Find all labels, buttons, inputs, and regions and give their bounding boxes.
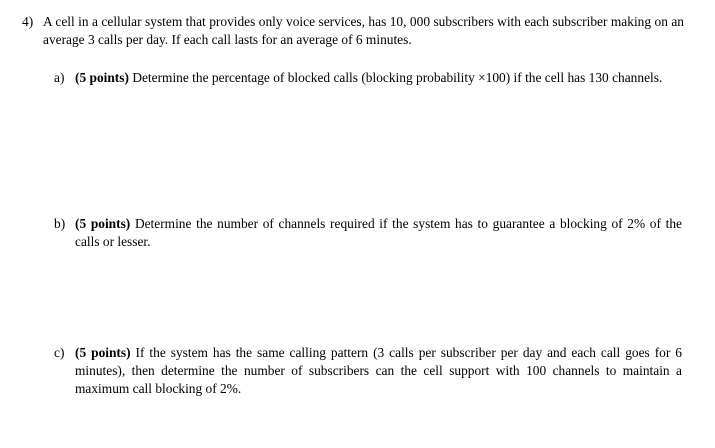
question-text: A cell in a cellular system that provides only voice services, has 10, 000 subscribers with each subscriber making on an average 3 calls per day. If each call lasts for an average of 6 minutes.	[43, 14, 684, 47]
part-b	[54, 215, 682, 251]
part-c-label: c)	[54, 345, 65, 360]
part-c-points: (5 points)	[75, 345, 131, 360]
part-a-points: (5 points)	[75, 70, 129, 85]
part-a-body	[75, 69, 682, 87]
part-a-text: Determine the percentage of blocked calls (blocking probability ×100) if the cell has 130 channels.	[132, 70, 663, 85]
part-a-label: a)	[54, 70, 65, 85]
part-c	[54, 344, 682, 398]
part-c-text: If the system has the same calling pattern (3 calls per subscriber per day and each call goes for 6 minutes), then determine the number of subscribers can the cell support with 100 channels to maintain a maximum call blocking of 2%.	[75, 345, 682, 396]
question-number: 4)	[22, 14, 34, 29]
part-a	[54, 69, 682, 87]
part-b-label: b)	[54, 216, 66, 231]
part-b-text: Determine the number of channels required if the system has to guarantee a blocking of 2% of the calls or lesser.	[75, 216, 682, 249]
question-stem	[22, 13, 684, 49]
part-c-body	[75, 344, 682, 398]
question-4	[22, 13, 684, 49]
part-b-points: (5 points)	[75, 216, 131, 231]
part-b-body	[75, 215, 682, 251]
